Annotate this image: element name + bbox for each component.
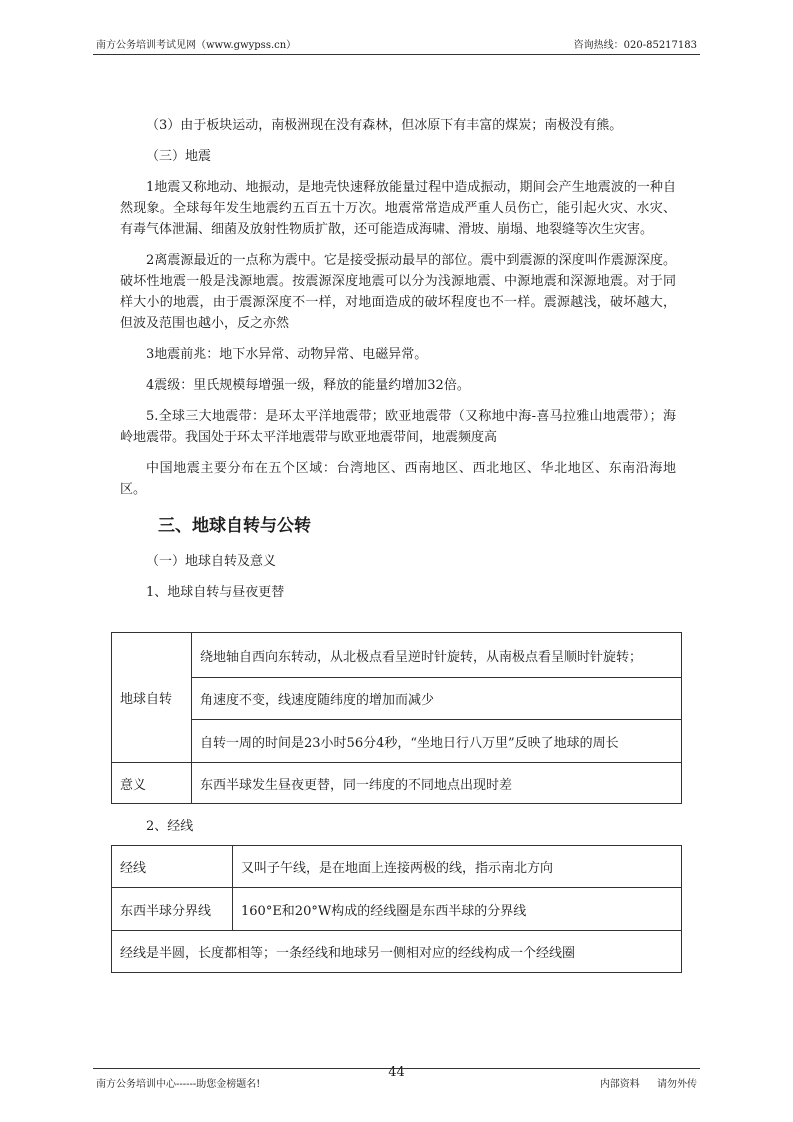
meridian-label: 经线 [112, 846, 233, 888]
paragraph-epicenter: 2离震源最近的一点称为震中。它是接受振动最早的部位。震中到震源的深度叫作震源深度。破坏性地震一般是浅源地震。按震源深度地震可以分为浅源地震、中源地震和深源地震。对于同样大小的地震，由于震源深度不一样，对地面造成的破坏程度也不一样。震源越浅，破坏越大，但波及范围也越小，反之亦然 [120, 253, 676, 331]
rotation-period-cell: 自转一周的时间是23小时56分4秒，“坐地日行八万里”反映了地球的周长 [192, 720, 682, 763]
hemisphere-boundary-cell: 160°E和20°W构成的经线圈是东西半球的分界线 [233, 888, 682, 931]
footer-slogan: 南方公务培训中心------助您金榜题名! [96, 1079, 261, 1090]
rotation-table [111, 632, 682, 804]
meridian-definition-cell: 又叫子午线，是在地面上连接两极的线，指示南北方向 [233, 846, 682, 888]
footer-notice: 内部资料 请勿外传 [599, 1079, 697, 1090]
meridian-table [111, 845, 682, 973]
subheading-meridian: 2、经线 [146, 819, 194, 834]
meaning-label: 意义 [112, 763, 192, 804]
footer-divider [93, 1068, 700, 1069]
paragraph-antarctica: （3）由于板块运动，南极洲现在没有森林，但冰原下有丰富的煤炭；南极没有熊。 [146, 118, 623, 133]
rotation-velocity-cell: 角速度不变，线速度随纬度的增加而减少 [192, 678, 682, 720]
paragraph-seismic-belts: 5.全球三大地震带：是环太平洋地震带；欧亚地震带（又称地中海-喜马拉雅山地震带）；海岭地震带。我国处于环太平洋地震带与欧亚地震带间，地震频度高 [120, 409, 676, 445]
meaning-cell: 东西半球发生昼夜更替，同一纬度的不同地点出现时差 [192, 763, 682, 804]
page-content [120, 115, 676, 613]
header-site-name: 南方公务培训考试见网（www.gwypss.cn） [96, 40, 297, 51]
hemisphere-boundary-label: 东西半球分界线 [112, 888, 233, 931]
section-title: 三、地球自转与公转 [158, 516, 311, 536]
subheading-earthquake: （三）地震 [146, 149, 212, 164]
paragraph-magnitude: 4震级：里氏规模每增强一级，释放的能量约增加32倍。 [146, 378, 470, 393]
rotation-label: 地球自转 [112, 633, 192, 763]
rotation-direction-cell: 绕地轴自西向东转动，从北极点看呈逆时针旋转，从南极点看呈顺时针旋转； [192, 633, 682, 678]
header-divider [93, 54, 700, 55]
meridian-circle-cell: 经线是半圆，长度都相等；一条经线和地球另一侧相对应的经线构成一个经线圈 [112, 931, 682, 973]
subheading-rotation-meaning: （一）地球自转及意义 [146, 554, 277, 569]
paragraph-earthquake-definition: 1地震又称地动、地振动，是地壳快速释放能量过程中造成振动，期间会产生地震波的一种自然现象。全球每年发生地震约五百五十万次。地震常常造成严重人员伤亡，能引起火灾、水灾、有毒气体泄漏、细菌及放射性物质扩散，还可能造成海啸、滑坡、崩塌、地裂缝等次生灾害。 [120, 180, 676, 237]
paragraph-china-regions: 中国地震主要分布在五个区域：台湾地区、西南地区、西北地区、华北地区、东南沿海地区。 [120, 461, 676, 497]
page-number: 44 [388, 1065, 405, 1080]
header-hotline: 咨询热线：020-85217183 [573, 40, 697, 51]
subheading-rotation-daynight: 1、地球自转与昼夜更替 [146, 585, 285, 600]
paragraph-precursors: 3地震前兆：地下水异常、动物异常、电磁异常。 [146, 347, 428, 362]
